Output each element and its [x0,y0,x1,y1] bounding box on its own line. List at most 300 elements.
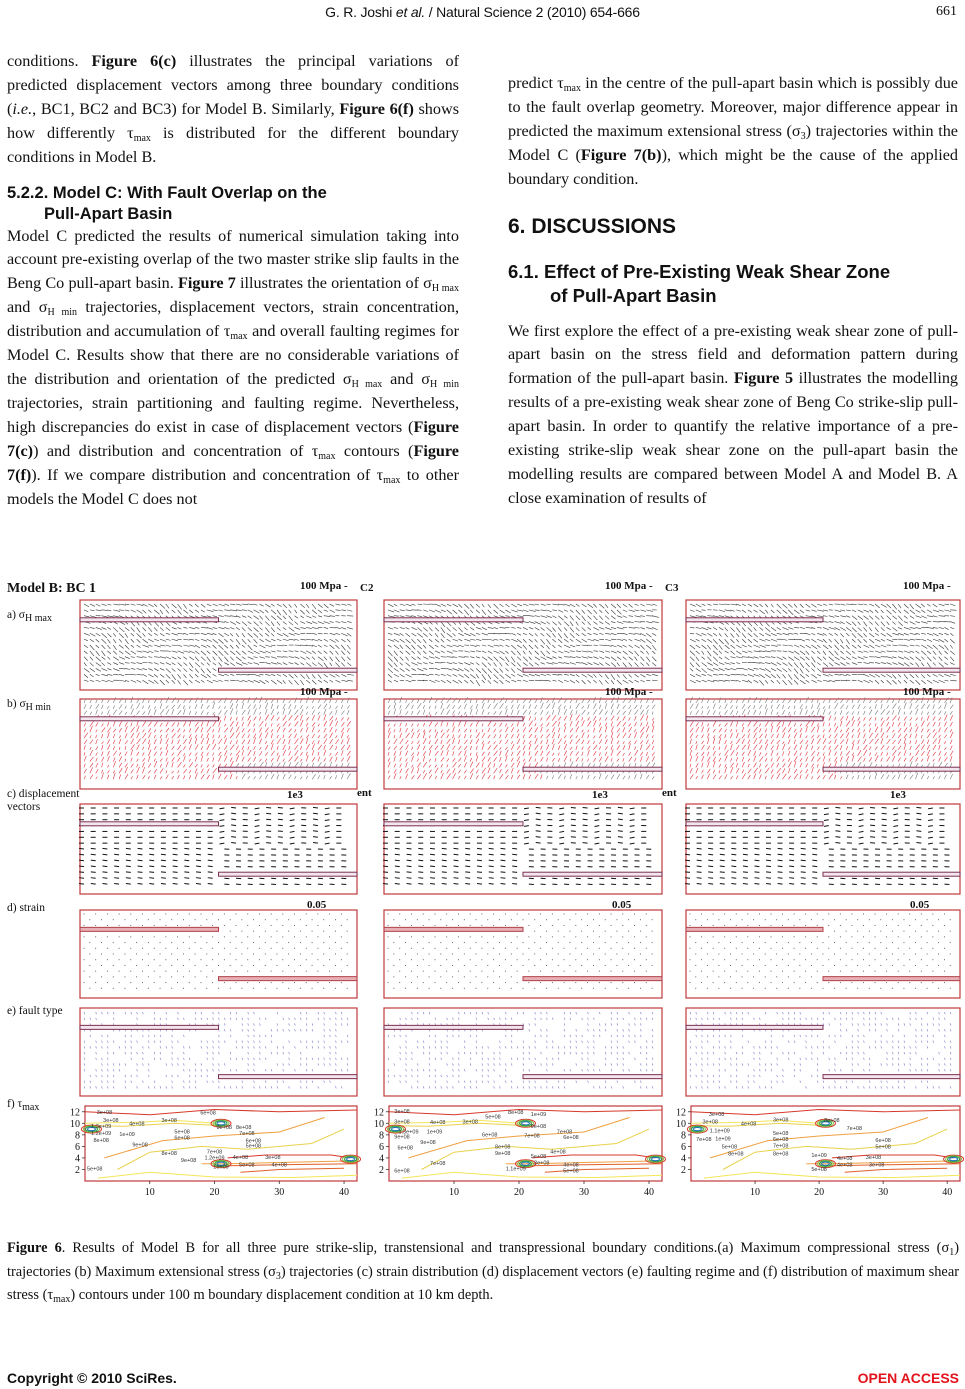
x-tick-label: 40 [644,1187,654,1198]
displacement-vector [559,843,564,844]
strain-dot [393,919,394,920]
strain-dot [417,954,418,955]
fault-type-mark [189,1081,190,1083]
fault-type-mark [423,1052,424,1054]
stress-trajectory [148,663,152,664]
stress-trajectory [300,657,305,660]
stress-trajectory [248,758,251,762]
displacement-vector [91,866,96,867]
strain-dot [528,971,529,972]
strain-dot [487,976,488,977]
stress-trajectory [488,680,491,684]
stress-trajectory [611,616,616,619]
fault-type-mark [224,1063,225,1065]
strain-dot [634,971,635,972]
strain-dot [575,948,576,949]
fault-type-mark [96,1052,97,1054]
stress-trajectory [131,739,134,744]
stress-trajectory [330,622,334,623]
fault-type-mark [652,1012,653,1014]
fault-type-mark [593,1086,594,1088]
stress-trajectory [277,746,278,750]
stress-trajectory [406,700,407,703]
stress-trajectory [552,639,556,642]
stress-trajectory [300,728,302,732]
displacement-vector [500,878,505,879]
fault-type-mark [213,1081,214,1083]
strain-dot [593,919,594,920]
stress-trajectory [289,739,291,744]
stress-trajectory [137,764,138,768]
stress-trajectory [702,674,706,675]
strain-dot [458,948,459,949]
stress-trajectory [552,753,554,756]
stress-trajectory [447,639,451,641]
displacement-vector [500,872,505,873]
fault-type-mark [611,1023,612,1025]
stress-trajectory [207,663,210,666]
fault-type-mark [570,1035,571,1037]
fault-type-mark [125,1075,126,1077]
stress-trajectory [690,616,697,618]
displacement-vector [196,872,201,873]
stress-trajectory [564,627,567,630]
stress-trajectory [265,633,269,636]
stress-trajectory [219,627,225,628]
stress-trajectory [335,710,337,715]
strain-dot [599,971,600,972]
fault-type-mark [640,1086,641,1088]
fault-type-mark [435,1018,436,1020]
stress-trajectory [476,755,478,761]
stress-trajectory [330,627,336,628]
stress-trajectory [730,645,735,649]
stress-trajectory [312,700,314,703]
stress-trajectory [635,651,639,656]
strain-dot [552,914,553,915]
stress-trajectory [570,705,571,708]
stress-trajectory [541,710,543,715]
strain-dot [646,959,647,960]
fault-type-mark [441,1086,442,1088]
stress-trajectory [406,680,412,682]
stress-trajectory [388,741,390,744]
stress-trajectory [283,735,284,739]
fault-type-mark [207,1058,208,1060]
stress-trajectory [335,706,337,709]
stress-trajectory [582,717,583,720]
fault-type-mark [271,1029,272,1031]
fault-type-mark [576,1046,577,1048]
contour-label: 1.3e+09 [398,1129,419,1136]
stress-trajectory [529,604,535,605]
fault-type-mark [219,1081,220,1083]
stress-trajectory [125,657,130,659]
stress-trajectory [605,604,608,608]
strain-dot [452,954,453,955]
stress-trajectory [558,651,563,653]
stress-trajectory [242,757,244,762]
fault-type-mark [324,1041,325,1043]
stress-trajectory [541,751,543,756]
stress-trajectory [447,704,450,708]
stress-trajectory [224,674,229,675]
stress-trajectory [283,622,287,625]
fault-type-mark [470,1052,471,1054]
displacement-vector [114,866,119,867]
stress-trajectory [119,721,122,726]
strain-dot [317,936,318,937]
stress-trajectory [541,740,543,744]
stress-trajectory [90,627,95,628]
contour-label: 3e+08 [265,1155,281,1162]
fault-type-mark [546,1086,547,1088]
stress-trajectory [125,633,128,637]
stress-trajectory [178,668,181,671]
stress-trajectory [713,639,718,644]
displacement-vector [290,808,295,809]
stress-trajectory [535,745,539,750]
strain-dot [640,942,641,943]
stress-trajectory [289,616,293,621]
stress-trajectory [160,751,162,755]
stress-trajectory [464,770,466,773]
stress-trajectory [207,744,210,750]
strain-dot [148,919,149,920]
stress-trajectory [564,604,570,606]
stress-trajectory [494,734,496,738]
stress-trajectory [406,740,409,744]
stress-trajectory [423,699,425,703]
stress-trajectory [546,723,549,727]
fault-type-mark [570,1052,571,1054]
fault-type-mark [564,1035,565,1037]
stress-trajectory [306,622,312,624]
displacement-vector [595,808,600,809]
stress-trajectory [588,746,591,750]
fault-type-mark [283,1081,284,1083]
strain-dot [476,919,477,920]
stress-trajectory [195,764,197,767]
stress-trajectory [300,604,304,608]
stress-trajectory [517,627,521,628]
stress-trajectory [277,775,279,780]
fault-type-mark [640,1035,641,1037]
stress-trajectory [464,663,470,665]
stress-trajectory [564,674,569,675]
stress-trajectory [295,633,300,634]
stress-trajectory [690,680,696,683]
strain-dot [113,942,114,943]
fault-type-mark [623,1086,624,1088]
displacement-vector [220,826,225,827]
stress-trajectory [254,751,256,756]
stress-trajectory [289,734,292,738]
stress-trajectory [558,717,561,721]
strain-dot [312,988,313,989]
fault-type-mark [447,1052,448,1054]
stress-trajectory [535,604,539,605]
stress-trajectory [160,663,164,665]
stress-trajectory [148,680,154,683]
stress-trajectory [330,604,334,606]
stress-trajectory [107,700,109,703]
stress-trajectory [394,663,397,667]
fault-type-mark [652,1035,653,1037]
strain-dot [312,942,313,943]
strain-dot [212,948,213,949]
fault-type-mark [259,1018,260,1020]
stress-trajectory [102,712,103,715]
stress-trajectory [464,776,466,779]
stress-trajectory [137,703,140,709]
fault-type-mark [640,1052,641,1054]
fault-type-mark [254,1023,255,1025]
strain-dot [317,925,318,926]
stress-trajectory [458,657,464,658]
fault-type-mark [605,1063,606,1065]
stress-trajectory [201,639,207,641]
stress-trajectory [470,633,475,636]
fault-type-mark [588,1069,589,1071]
stress-trajectory [529,757,532,762]
stress-trajectory [213,680,219,682]
stress-trajectory [646,610,653,612]
fault-type-mark [277,1029,278,1031]
stress-trajectory [201,663,204,666]
displacement-vector [630,820,635,821]
displacement-vector [161,848,166,849]
stress-trajectory [482,768,486,774]
stress-trajectory [283,651,287,652]
stress-trajectory [488,752,490,756]
x-tick-label: 20 [514,1187,524,1198]
stress-trajectory [505,674,511,678]
fault-type-mark [154,1052,155,1054]
stress-trajectory [623,674,627,679]
stress-trajectory [254,645,258,647]
stress-trajectory [500,674,505,678]
stress-trajectory [219,706,221,709]
fault-type-mark [119,1063,120,1065]
fault-type-mark [341,1086,342,1088]
fault-type-mark [546,1081,547,1083]
stress-trajectory [213,721,217,727]
stress-trajectory [259,651,265,653]
stress-trajectory [582,710,586,715]
stress-trajectory [458,746,461,750]
stress-trajectory [482,752,485,756]
fault-type-mark [248,1063,249,1065]
stress-trajectory [347,735,348,738]
strain-dot [317,914,318,915]
stress-trajectory [411,747,412,750]
stress-trajectory [125,752,127,756]
stress-trajectory [593,633,597,634]
stress-trajectory [611,697,614,703]
stress-trajectory [605,746,607,749]
strain-dot [505,959,506,960]
stress-trajectory [119,610,124,611]
stress-trajectory [458,668,463,671]
stress-trajectory [599,610,602,613]
stress-trajectory [283,745,286,750]
strain-dot [616,965,617,966]
stress-trajectory [570,739,572,744]
stress-trajectory [429,645,434,649]
fault-type-mark [254,1035,255,1037]
stress-trajectory [242,703,244,709]
stress-trajectory [429,745,432,750]
contour-label: 8e+08 [93,1137,109,1144]
stress-trajectory [183,746,185,750]
stress-trajectory [388,651,393,656]
strain-dot [212,914,213,915]
stress-trajectory [635,627,640,628]
stress-trajectory [611,604,616,608]
stress-trajectory [623,776,625,779]
stress-trajectory [605,711,607,715]
stress-trajectory [201,774,205,779]
displacement-vector [418,866,423,867]
stress-trajectory [347,745,350,750]
fault-type-mark [617,1058,618,1060]
fault-type-mark [629,1023,630,1025]
strain-dot [517,936,518,937]
stress-trajectory [725,604,730,605]
stress-trajectory [207,604,211,606]
strain-dot [142,925,143,926]
strain-dot [458,959,459,960]
stress-trajectory [435,610,441,613]
displacement-vector [630,808,635,809]
contour-label: 3e+08 [394,1119,410,1126]
stress-trajectory [570,616,574,621]
fault-type-mark [646,1041,647,1043]
strain-dot [616,919,617,920]
stress-trajectory [242,774,245,779]
fault-type-mark [107,1041,108,1043]
stress-trajectory [142,762,144,767]
strain-dot [393,965,394,966]
stress-trajectory [453,758,456,761]
stress-trajectory [300,709,303,715]
stress-trajectory [90,747,91,750]
fault-type-mark [494,1069,495,1071]
strain-dot [119,971,120,972]
fault-type-mark [406,1018,407,1020]
strain-dot [84,925,85,926]
stress-trajectory [84,616,89,617]
y-tick-label: 10 [374,1118,384,1130]
stress-trajectory [84,645,88,648]
fault-segment [384,618,523,622]
stress-trajectory [335,639,338,642]
stress-trajectory [341,705,342,709]
fault-type-mark [306,1041,307,1043]
stress-trajectory [400,668,405,671]
stress-trajectory [541,616,548,618]
stress-trajectory [529,639,533,642]
stress-trajectory [113,663,118,665]
stress-trajectory [617,651,621,653]
fault-type-mark [453,1018,454,1020]
fault-type-mark [494,1052,495,1054]
stress-trajectory [242,746,244,750]
stress-trajectory [224,610,230,611]
stress-trajectory [505,680,510,682]
displacement-vector [114,854,119,855]
strain-dot [593,942,594,943]
stress-trajectory [535,738,538,744]
stress-trajectory [406,758,408,761]
panel-frame [80,804,357,894]
stress-trajectory [154,651,158,652]
stress-trajectory [283,715,286,720]
stress-trajectory [335,680,340,682]
fault-type-mark [411,1058,412,1060]
fault-type-mark [470,1035,471,1037]
displacement-vector [91,854,96,855]
displacement-vector [290,837,295,838]
strain-dot [107,948,108,949]
fault-type-mark [546,1046,547,1048]
strain-dot [569,988,570,989]
stress-trajectory [464,674,469,678]
stress-trajectory [142,738,146,744]
stress-trajectory [213,610,218,611]
stress-trajectory [582,732,585,738]
stress-trajectory [142,758,144,761]
strain-dot [575,925,576,926]
stress-trajectory [617,645,622,647]
stress-trajectory [388,610,394,612]
stress-trajectory [423,645,426,648]
stress-trajectory [535,651,539,655]
stress-trajectory [435,657,440,659]
contour-label: 4e+08 [563,1162,579,1169]
strain-dot [487,919,488,920]
displacement-vector [173,854,178,855]
strain-dot [452,988,453,989]
strain-dot [534,965,535,966]
stress-trajectory [242,734,245,739]
stress-trajectory [248,663,253,664]
fault-type-mark [464,1012,465,1014]
stress-trajectory [690,657,694,661]
displacement-vector [465,860,470,861]
stress-trajectory [719,633,722,636]
strain-dot [84,914,85,915]
stress-trajectory [570,674,575,676]
stress-trajectory [189,706,190,709]
stress-trajectory [289,756,293,761]
fault-segment [219,1075,358,1079]
contour-label: 3e+08 [161,1118,177,1125]
panel-a [686,600,960,690]
stress-trajectory [511,668,515,672]
stress-trajectory [160,735,162,738]
fault-type-mark [529,1069,530,1071]
stress-trajectory [189,680,192,683]
stress-trajectory [318,633,323,634]
displacement-vector [477,884,482,885]
fault-type-mark [635,1058,636,1060]
stress-trajectory [300,663,304,665]
stress-trajectory [154,769,157,773]
stress-trajectory [570,645,575,647]
stress-trajectory [224,616,230,617]
